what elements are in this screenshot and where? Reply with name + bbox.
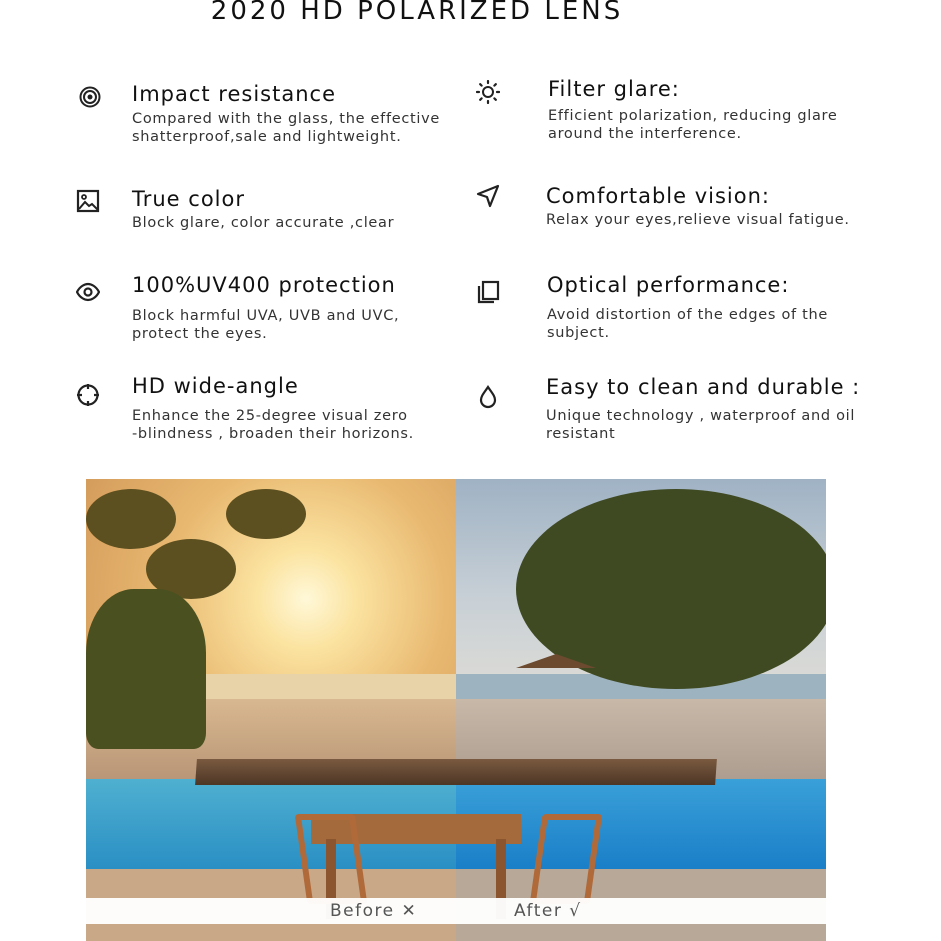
feature-desc: Enhance the 25-degree visual zero -blindness , broaden their horizons. (132, 408, 414, 442)
after-label: After √ (514, 901, 582, 921)
feature-desc: Unique technology , waterproof and oil resistant (546, 408, 856, 442)
feature-title: Optical performance: (547, 273, 790, 297)
sun-icon (476, 80, 500, 104)
feature-title: Impact resistance (132, 82, 336, 106)
target-icon (78, 85, 102, 109)
feature-desc: Block glare, color accurate ,clear (132, 215, 395, 231)
feature-desc: Compared with the glass, the effective shatterproof,sale and lightweight. (132, 111, 441, 145)
image-icon (76, 189, 100, 213)
feature-title: Filter glare: (548, 77, 680, 101)
feature-title: 100%UV400 protection (132, 273, 396, 297)
before-half (86, 479, 456, 941)
crosshair-icon (76, 383, 100, 407)
feature-title: Easy to clean and durable : (546, 375, 861, 399)
feature-title: True color (132, 187, 245, 211)
feature-title: Comfortable vision: (546, 184, 770, 208)
feature-desc: Block harmful UVA, UVB and UVC, protect the eyes. (132, 308, 400, 342)
copy-icon (476, 280, 500, 304)
feature-desc: Avoid distortion of the edges of the subject. (547, 307, 829, 341)
feature-desc: Efficient polarization, reducing glare around the interference. (548, 108, 838, 142)
droplet-icon (476, 385, 500, 409)
feature-title: HD wide-angle (132, 374, 299, 398)
navigation-arrow-icon (476, 184, 500, 208)
feature-desc: Relax your eyes,relieve visual fatigue. (546, 212, 850, 228)
page-title: 2020 HD POLARIZED LENS (210, 0, 624, 26)
label-band (86, 898, 826, 924)
eye-icon (76, 280, 100, 304)
after-half (456, 479, 826, 941)
before-after-photo (86, 479, 826, 941)
before-label: Before ✕ (330, 901, 418, 921)
